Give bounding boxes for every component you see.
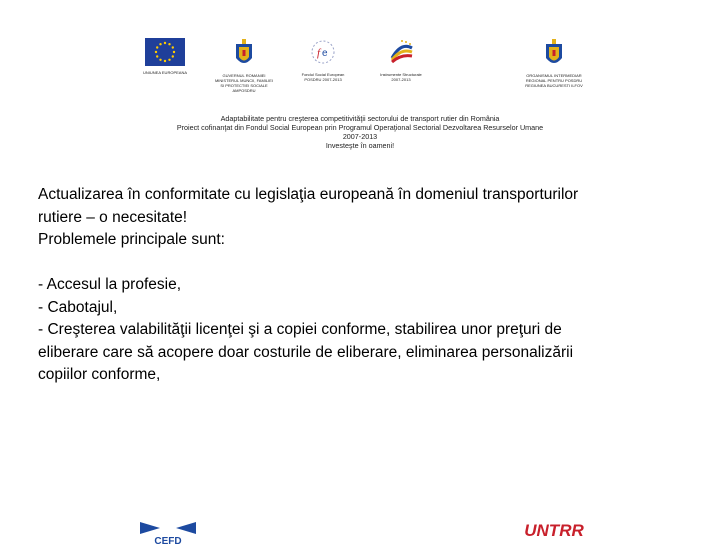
bullet-license-2: eliberare care să acopere doar costurile de eliberare, eliminarea personalizării	[38, 343, 574, 361]
eu-caption: UNIUNEA EUROPEANA	[143, 70, 188, 75]
eu-star	[168, 59, 170, 61]
project-period: 2007-2013	[342, 132, 378, 141]
svg-text:f: f	[317, 47, 321, 59]
untrr-logo	[524, 514, 584, 540]
untrr-icon	[524, 514, 584, 540]
ministry-caption-2: MINISTERUL MUNCII, FAMILIEI	[214, 78, 274, 83]
problems-heading: Problemele principale sunt:	[38, 231, 225, 248]
fse-caption-1: Fondul Social European	[301, 72, 345, 77]
oi-logo	[524, 38, 584, 88]
ministry-logo	[214, 38, 274, 93]
ministry-caption-4: AMPOSDRU	[232, 88, 256, 93]
fse-caption-2: POSDRU 2007-2013	[304, 77, 342, 82]
eu-logo	[143, 38, 187, 75]
ministry-caption-1: GUVERNUL ROMANIEI	[222, 73, 266, 78]
fse-logo	[298, 38, 348, 82]
eu-star	[155, 51, 157, 53]
oi-caption-2: REGIONAL PENTRU POSDRU	[525, 78, 583, 83]
si-caption-2: 2007-2013	[391, 77, 411, 82]
eu-star	[159, 59, 161, 61]
svg-text:UNTRR: UNTRR	[524, 521, 584, 540]
eu-star	[156, 55, 158, 57]
eu-star	[164, 42, 166, 44]
intro-line-2: rutiere – o necesitate!	[38, 208, 188, 226]
fse-icon	[309, 38, 337, 66]
project-description	[0, 114, 720, 150]
project-title: Adaptabilitate pentru creşterea competitivităţii sectorului de transport rutier din România	[220, 114, 500, 123]
project-motto: Investeşte în oameni!	[325, 141, 395, 150]
romania-crest-icon	[232, 38, 256, 70]
eu-star	[172, 46, 174, 48]
eu-star	[172, 55, 174, 57]
bullet-license-3: copiilor conforme,	[38, 366, 161, 383]
bullet-license-1: - Creşterea valabilităţii licenţei şi a copiei conforme, stabilirea unor preţuri de	[38, 321, 562, 338]
eu-star	[168, 43, 170, 45]
bullet-cabotage: - Cabotajul,	[38, 298, 118, 316]
structural-instruments-logo	[376, 38, 426, 82]
main-content	[38, 184, 698, 387]
svg-text:e: e	[322, 48, 328, 59]
eu-star	[164, 60, 166, 62]
eu-star	[159, 43, 161, 45]
eu-flag-icon	[145, 38, 185, 66]
intro-line-1: Actualizarea în conformitate cu legislaţia europeană în domeniul transporturilor	[38, 186, 579, 203]
logo-row	[0, 38, 720, 93]
cefd-icon	[140, 518, 196, 547]
oi-caption-3: REGIUNEA BUCURESTI ILFOV	[525, 83, 583, 88]
si-caption-1: Instrumente Structurale	[380, 72, 422, 77]
eu-star	[173, 51, 175, 53]
cefd-logo	[140, 518, 196, 547]
structural-instruments-icon	[386, 38, 416, 66]
oi-caption-1: ORGANISMUL INTERMEDIAR	[526, 73, 582, 78]
project-funding: Proiect cofinanţat din Fondul Social European prin Programul Operaţional Sectorial Dezvoltarea Resurselor Umane	[176, 123, 544, 132]
svg-text:CEFD: CEFD	[154, 536, 182, 547]
ministry-caption-3: SI PROTECTIEI SOCIALE	[220, 83, 268, 88]
bullet-access: - Accesul la profesie,	[38, 276, 182, 293]
eu-star	[156, 46, 158, 48]
romania-crest-icon-2	[542, 38, 566, 70]
